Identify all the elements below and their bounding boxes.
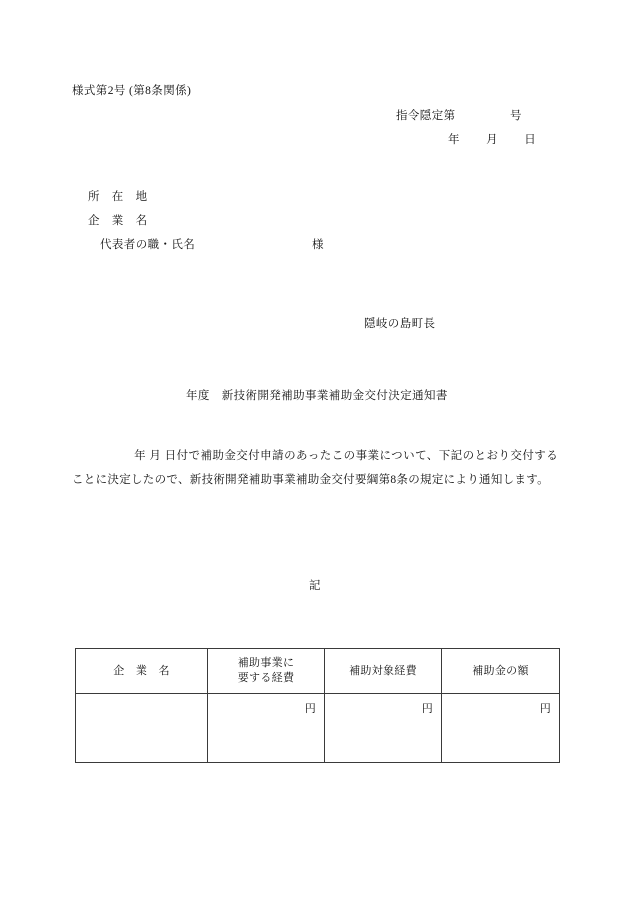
table-header-grant-amount: 補助金の額 [442, 649, 560, 694]
document-title: 年度 新技術開発補助事業補助金交付決定通知書 [186, 390, 448, 402]
table-row [76, 694, 560, 763]
document-date-line: 年 月 日 [448, 134, 537, 146]
cell-eligible-cost: 円 [325, 694, 442, 763]
table-header-row [76, 649, 560, 694]
body-rest: 交付することに決定したので、新技術開発補助事業補助金交付要綱第8条の規定により通知します。 [72, 450, 558, 486]
body-paragraph [72, 444, 558, 492]
grant-table [75, 648, 560, 763]
table-header-company: 企 業 名 [76, 649, 208, 694]
table-header-project-cost-line2: 要する経費 [237, 672, 295, 684]
issuer-name: 隠岐の島町長 [364, 318, 436, 330]
address-label: 所 在 地 [88, 191, 148, 203]
cell-company [76, 694, 208, 763]
table-header-project-cost [208, 649, 325, 694]
table-header-eligible-cost: 補助対象経費 [325, 649, 442, 694]
cell-grant-amount: 円 [442, 694, 560, 763]
ki-marker: 記 [309, 580, 321, 592]
company-name-label: 企 業 名 [88, 215, 148, 227]
cell-project-cost: 円 [208, 694, 325, 763]
form-number: 様式第2号 (第8条関係) [72, 85, 192, 97]
representative-label: 代表者の職・氏名 [100, 239, 196, 251]
document-number-suffix: 号 [510, 110, 522, 122]
document-number-label: 指令隠定第 [396, 110, 456, 122]
representative-honorific: 様 [312, 239, 324, 251]
body-first-line: 年 月 日付で補助金交付申請のあったこの事業について、下記のとおり [134, 450, 511, 462]
table-header-project-cost-line1: 補助事業に [237, 657, 295, 669]
